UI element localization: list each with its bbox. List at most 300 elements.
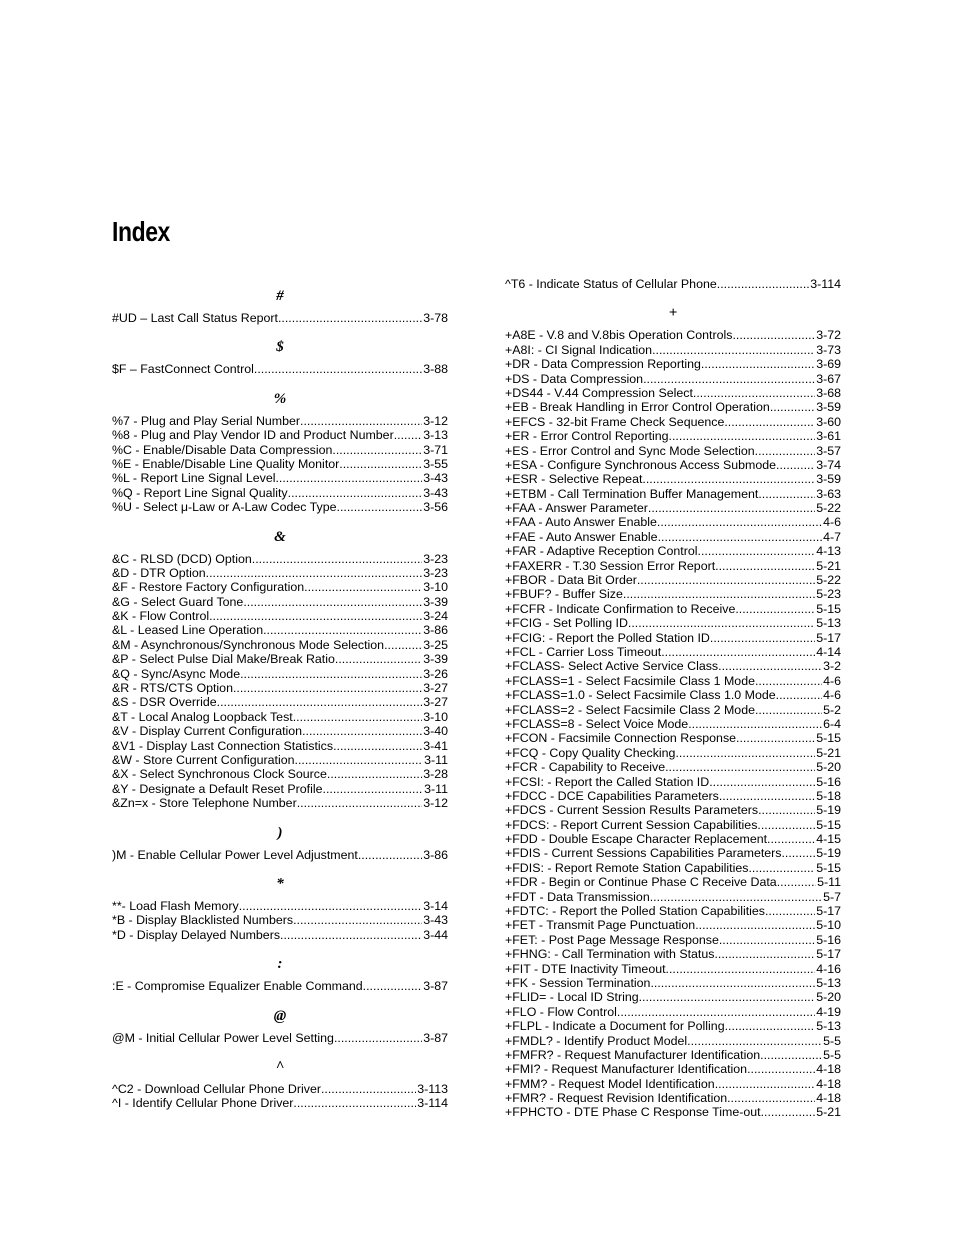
index-entry [112,753,448,767]
entry-label: &M - Asynchronous/Synchronous Mode Selection [112,637,385,652]
entry-label: +FCSI: - Report the Called Station ID [505,774,710,789]
entry-page-number: 5-23 [816,587,841,602]
entry-page-number: 5-21 [816,745,841,760]
entry-label: +FMFR? - Request Manufacturer Identification [505,1047,761,1062]
entry-label: +FCON - Facsimile Connection Response [505,731,737,746]
dot-leader [709,775,815,789]
entry-page-number: 3-114 [810,277,841,291]
index-entry [112,767,448,781]
entry-label: &R - RTS/CTS Option [112,681,233,696]
dot-leader [333,739,422,753]
index-section-asterisk [112,862,448,942]
entry-page-number: 4-6 [823,688,841,703]
entry-label: &D - DTR Option [112,565,206,580]
dot-leader [748,861,815,875]
entry-page-number: 3-2 [823,659,841,674]
entry-label: +FAR - Adaptive Reception Control [505,544,698,559]
index-entry [112,428,448,442]
entry-page-number: 5-21 [816,1105,841,1120]
dot-leader [623,587,815,601]
entry-label: &V1 - Display Last Connection Statistics [112,738,334,753]
dot-leader [675,746,815,760]
entry-page-number: 5-10 [816,918,841,933]
index-entry [505,587,841,601]
dot-leader [339,457,422,471]
dot-leader [304,580,422,594]
index-entry [505,400,841,414]
entry-label: +FDCS - Current Session Results Parameters [505,803,759,818]
index-entry [112,979,448,993]
dot-leader [666,962,816,976]
index-section-colon [112,942,448,993]
entry-page-number: 5-15 [816,817,841,832]
index-entry [112,681,448,695]
dot-leader [639,990,816,1004]
index-entry [112,899,448,913]
dot-leader [735,602,815,616]
entry-page-number: 5-21 [816,558,841,573]
index-column-left [112,286,448,1111]
index-entry [505,688,841,702]
section-heading: @ [273,1007,287,1024]
dot-leader [760,1048,822,1062]
dot-leader [650,890,822,904]
index-entry [112,609,448,623]
dot-leader [617,1005,815,1019]
index-entry [505,990,841,1004]
index-section-at [112,994,448,1045]
entry-label: ^T6 - Indicate Status of Cellular Phone [505,277,717,291]
dot-leader [727,1091,815,1105]
entry-page-number: 3-73 [816,342,841,357]
entry-page-number: 3-71 [423,442,448,457]
dot-leader [698,544,816,558]
index-entry [505,818,841,832]
index-entry [505,947,841,961]
index-entry [505,501,841,515]
dot-leader [715,559,815,573]
entry-page-number: 3-14 [423,898,448,913]
dot-leader [732,328,815,342]
entry-label: +A8E - V.8 and V.8bis Operation Controls [505,328,733,343]
dot-leader [323,782,424,796]
index-entry [505,1019,841,1033]
index-entry [505,775,841,789]
dot-leader [358,848,422,862]
entry-page-number: 3-87 [423,979,448,994]
entry-label: %7 - Plug and Play Serial Number [112,413,301,428]
entry-page-number: 3-23 [423,551,448,566]
entry-page-number: 3-60 [816,414,841,429]
index-entry [505,515,841,529]
entry-label: +FCLASS=1 - Select Facsimile Class 1 Mode [505,673,755,688]
dot-leader [363,979,423,993]
dot-leader [643,372,815,386]
dot-leader [719,789,815,803]
entry-page-number: 3-56 [423,500,448,515]
index-entry [112,739,448,753]
section-heading: % [273,390,287,407]
entry-label: %E - Enable/Disable Line Quality Monitor [112,456,340,471]
entry-page-number: 3-11 [424,752,448,767]
entry-label: +FMR? - Request Revision Identification [505,1091,728,1106]
index-entry [505,645,841,659]
index-entry [505,573,841,587]
entry-label: )M - Enable Cellular Power Level Adjustment [112,847,358,862]
entry-page-number: 5-16 [816,774,841,789]
entry-page-number: 3-39 [423,594,448,609]
entry-page-number: 3-59 [816,400,841,415]
index-entry [505,472,841,486]
entry-page-number: 3-40 [423,724,448,739]
dot-leader [288,486,423,500]
entry-label: &X - Select Synchronous Clock Source [112,767,327,782]
dot-leader [715,1077,815,1091]
entry-label: %Q - Report Line Signal Quality [112,485,288,500]
section-heading: + [668,305,678,322]
dot-leader [658,530,823,544]
entry-page-number: 5-13 [816,616,841,631]
entry-label: +ESA - Configure Synchronous Access Submode [505,457,777,472]
section-heading: & [274,528,286,545]
index-entry [505,616,841,630]
dot-leader [335,652,422,666]
entry-page-number: 5-19 [816,846,841,861]
index-entry [505,386,841,400]
entry-label: **- Load Flash Memory [112,898,239,913]
entry-label: +FET - Transmit Page Punctuation [505,918,696,933]
dot-leader [765,904,815,918]
index-entry [112,471,448,485]
index-entry [505,746,841,760]
index-entry [505,487,841,501]
index-entry [505,846,841,860]
entry-page-number: 4-15 [816,832,841,847]
entry-label: $F – FastConnect Control [112,362,254,377]
entry-page-number: 4-7 [823,529,841,544]
index-entry [505,976,841,990]
dot-leader [724,415,815,429]
entry-page-number: 5-2 [823,702,841,717]
index-entry [505,962,841,976]
index-entry [505,674,841,688]
dot-leader [334,1031,422,1045]
section-heading: $ [276,339,284,356]
entry-page-number: 4-18 [816,1076,841,1091]
index-entry [505,372,841,386]
index-section-paren [112,811,448,862]
dot-leader [719,933,815,947]
dot-leader [384,638,422,652]
entry-page-number: 3-10 [423,580,448,595]
dot-leader [758,803,815,817]
index-entry [505,1048,841,1062]
entry-label: %L - Report Line Signal Level [112,471,276,486]
section-heading: ^ [275,1058,285,1075]
index-entry [505,803,841,817]
entry-page-number: 4-14 [816,644,841,659]
entry-label: +FAE - Auto Answer Enable [505,529,658,544]
index-entry [505,659,841,673]
dot-leader [254,362,422,376]
index-entry [505,1034,841,1048]
entry-page-number: 3-67 [816,371,841,386]
dot-leader [337,500,423,514]
entry-page-number: 3-25 [423,637,448,652]
dot-leader [755,674,822,688]
entry-page-number: 3-68 [816,385,841,400]
entry-label: :E - Compromise Equalizer Enable Command [112,979,363,994]
entry-label: &P - Select Pulse Dial Make/Break Ratio [112,652,335,667]
dot-leader [650,976,815,990]
dot-leader [206,566,423,580]
index-section-plus [505,291,841,1119]
entry-label: %U - Select μ-Law or A-Law Codec Type [112,500,337,515]
index-entry [112,848,448,862]
entry-label: +FCLASS=8 - Select Voice Mode [505,716,689,731]
entry-page-number: 3-11 [424,781,448,796]
dot-leader [695,918,815,932]
dot-leader [755,444,816,458]
dot-leader [781,846,815,860]
index-entry [112,724,448,738]
dot-leader [665,760,815,774]
entry-label: +FET: - Post Page Message Response [505,932,719,947]
entry-label: +FDIS - Current Sessions Capabilities Parameters [505,846,782,861]
entry-page-number: 3-114 [417,1096,448,1111]
entry-page-number: 3-86 [423,623,448,638]
entry-page-number: 5-15 [816,601,841,616]
dot-leader [293,913,422,927]
page-title: Index [112,216,170,247]
section-heading: ) [277,824,283,841]
entry-label: +DS - Data Compression [505,371,644,386]
entry-label: &Y - Designate a Default Reset Profile [112,781,323,796]
entry-page-number: 3-13 [423,428,448,443]
index-entry [505,328,841,342]
entry-page-number: 4-13 [816,544,841,559]
index-entry [505,277,841,291]
entry-label: +ES - Error Control and Sync Mode Selection [505,443,755,458]
index-entry [112,414,448,428]
index-entry [112,362,448,376]
index-section-caret [112,1045,448,1111]
dot-leader [642,472,815,486]
entry-label: +FDCS: - Report Current Session Capabilities [505,817,758,832]
dot-leader [280,928,422,942]
index-section-hash [112,286,448,325]
entry-label: +EB - Break Handling in Error Control Operation [505,400,770,415]
index-entry [112,782,448,796]
index-entry [505,832,841,846]
entry-label: +DS44 - V.44 Compression Select [505,385,693,400]
dot-leader [770,400,815,414]
dot-leader [777,875,816,889]
dot-leader [240,667,422,681]
entry-label: +DR - Data Compression Reporting [505,357,701,372]
dot-leader [300,414,422,428]
entry-label: &S - DSR Override [112,695,217,710]
dot-leader [757,818,815,832]
entry-label: +FAA - Auto Answer Enable [505,515,657,530]
dot-leader [717,277,809,291]
entry-label: +FDTC: - Report the Polled Station Capabilities [505,904,765,919]
index-entry [505,933,841,947]
index-entry [112,667,448,681]
index-entry [112,913,448,927]
index-entry [112,1082,448,1096]
entry-label: +FMDL? - Identify Product Model [505,1033,688,1048]
entry-page-number: 5-20 [816,990,841,1005]
entry-page-number: 4-18 [816,1091,841,1106]
entry-page-number: 3-43 [423,913,448,928]
entry-page-number: 5-5 [823,1033,841,1048]
dot-leader [776,688,822,702]
index-entry [112,796,448,810]
entry-label: +FMM? - Request Model Identification [505,1076,715,1091]
dot-leader [648,501,815,515]
index-entry [112,1096,448,1110]
dot-leader [637,573,815,587]
section-heading: # [276,288,284,304]
index-entry [505,717,841,731]
dot-leader [278,311,422,325]
entry-label: +FLPL - Indicate a Document for Polling [505,1019,725,1034]
index-entry [505,760,841,774]
index-entry [112,695,448,709]
index-section-dollar [112,325,448,376]
entry-label: +FCLASS=1.0 - Select Facsimile Class 1.0 Mode [505,688,776,703]
index-entry [505,1005,841,1019]
entry-page-number: 4-16 [816,961,841,976]
entry-label: +FDT - Data Transmission [505,889,650,904]
section-heading: : [277,956,283,973]
entry-label: +EFCS - 32-bit Frame Check Sequence [505,414,725,429]
dot-leader [714,947,815,961]
index-entry [505,875,841,889]
entry-label: &L - Leased Line Operation [112,623,264,638]
entry-label: +FCLASS- Select Active Service Class [505,659,719,674]
entry-label: +FBUF? - Buffer Size [505,587,623,602]
index-entry [505,444,841,458]
entry-page-number: 3-86 [423,847,448,862]
index-entry [112,623,448,637]
entry-page-number: 3-27 [423,695,448,710]
dot-leader [302,724,422,738]
entry-label: +FPHCTO - DTE Phase C Response Time-out [505,1105,761,1120]
entry-page-number: 3-43 [423,485,448,500]
entry-page-number: 5-13 [816,1019,841,1034]
entry-label: +FCL - Carrier Loss Timeout [505,644,662,659]
index-entry [112,457,448,471]
index-entry [505,731,841,745]
dot-leader [652,343,815,357]
dot-leader [701,357,815,371]
dot-leader [321,1082,416,1096]
entry-page-number: 3-28 [423,767,448,782]
entry-label: +A8I: - CI Signal Indication [505,342,653,357]
dot-leader [239,899,422,913]
entry-label: +FCIG - Set Polling ID [505,616,628,631]
dot-leader [755,703,822,717]
dot-leader [252,552,422,566]
index-entry [505,890,841,904]
index-entry [112,500,448,514]
entry-label: +FAA - Answer Parameter [505,501,648,516]
entry-label: +FDD - Double Escape Character Replacement [505,832,768,847]
entry-page-number: 3-78 [423,311,448,325]
entry-label: +ESR - Selective Repeat [505,472,643,487]
entry-page-number: 3-72 [816,328,841,343]
entry-label: *D - Display Delayed Numbers [112,927,281,942]
entry-label: +FBOR - Data Bit Order [505,573,637,588]
entry-page-number: 3-41 [423,738,448,753]
index-entry [505,1091,841,1105]
index-entry [112,595,448,609]
index-section-ampersand [112,515,448,811]
entry-label: %8 - Plug and Play Vendor ID and Product Number [112,428,394,443]
entry-label: +FCFR - Indicate Confirmation to Receive [505,601,736,616]
entry-page-number: 4-18 [816,1062,841,1077]
entry-label: ^I - Identify Cellular Phone Driver [112,1096,294,1111]
dot-leader [688,717,822,731]
entry-page-number: 4-19 [816,1004,841,1019]
entry-page-number: 5-18 [816,788,841,803]
index-entry [505,861,841,875]
entry-page-number: 5-22 [816,501,841,516]
entry-label: +FLID= - Local ID String [505,990,639,1005]
dot-leader [776,458,815,472]
index-entry [505,429,841,443]
dot-leader [693,386,815,400]
dot-leader [295,753,424,767]
index-entry [112,486,448,500]
entry-label: +FCR - Capability to Receive [505,760,666,775]
index-entry [505,904,841,918]
dot-leader [761,1105,816,1119]
index-entry [505,1077,841,1091]
entry-page-number: 3-43 [423,471,448,486]
index-entry [112,552,448,566]
entry-page-number: 5-17 [816,947,841,962]
entry-page-number: 3-12 [423,413,448,428]
entry-label: +FCIG: - Report the Polled Station ID [505,630,710,645]
entry-label: &V - Display Current Configuration [112,724,303,739]
index-entry [505,343,841,357]
entry-page-number: 5-7 [823,889,841,904]
entry-label: &G - Select Guard Tone [112,594,244,609]
entry-label: +ETBM - Call Termination Buffer Management [505,486,759,501]
entry-label: +FCLASS=2 - Select Facsimile Class 2 Mode [505,702,755,717]
entry-label: +FMI? - Request Manufacturer Identification [505,1062,748,1077]
index-entry [505,602,841,616]
dot-leader [657,515,822,529]
entry-label: &C - RLSD (DCD) Option [112,551,252,566]
index-entry [505,1062,841,1076]
dot-leader [687,1034,822,1048]
entry-label: +FDIS: - Report Remote Station Capabilities [505,860,749,875]
entry-page-number: 3-23 [423,565,448,580]
entry-label: ^C2 - Download Cellular Phone Driver [112,1081,321,1096]
entry-page-number: 5-20 [816,760,841,775]
index-entry [505,703,841,717]
entry-page-number: 6-4 [823,716,841,731]
dot-leader [275,471,422,485]
entry-page-number: 3-10 [423,709,448,724]
index-entry [112,928,448,942]
entry-label: +ER - Error Control Reporting [505,429,669,444]
entry-label: #UD – Last Call Status Report [112,311,278,325]
